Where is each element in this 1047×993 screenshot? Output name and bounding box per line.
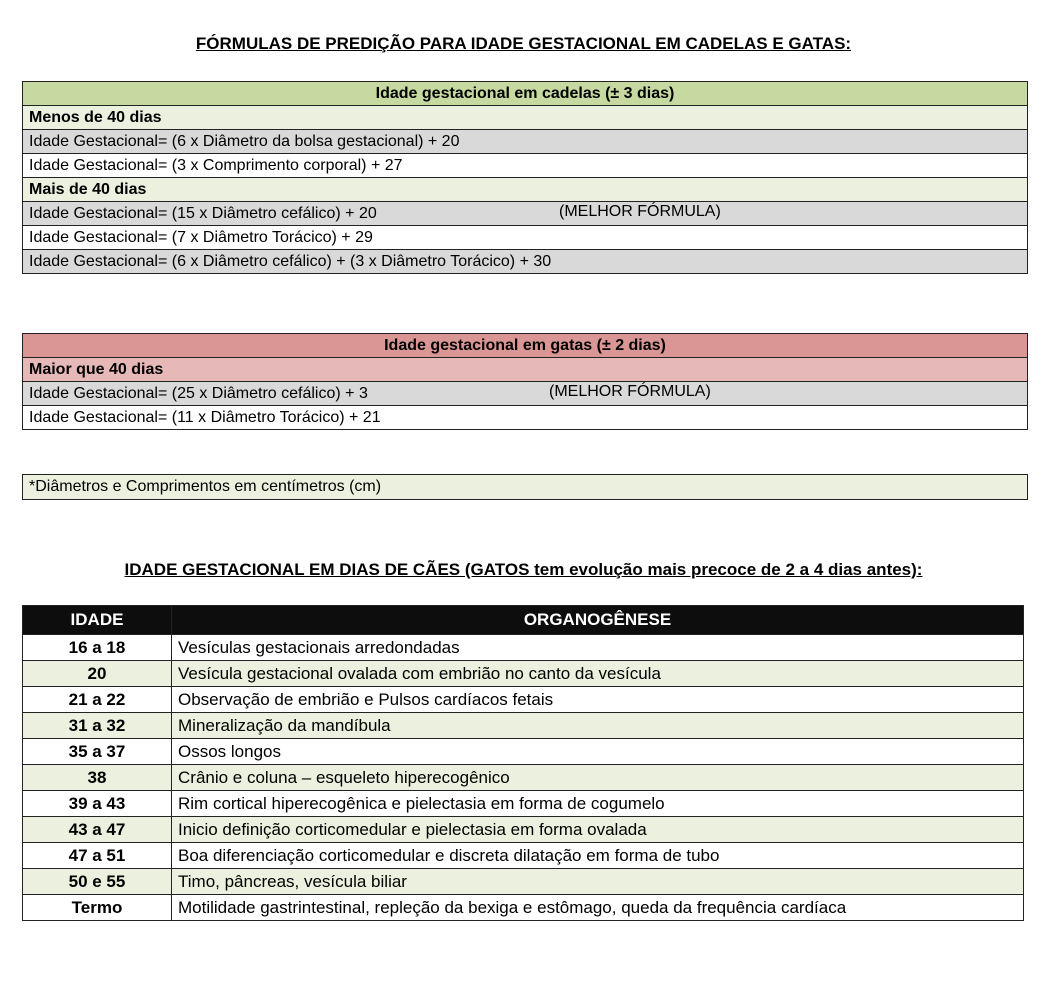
age-cell: 39 a 43 (23, 791, 172, 817)
table-row (23, 869, 1024, 895)
table-row (23, 713, 1024, 739)
age-cell: 20 (23, 661, 172, 687)
col-header-organogenesis: ORGANOGÊNESE (172, 606, 1024, 635)
age-cell: 50 e 55 (23, 869, 172, 895)
table-row (23, 817, 1024, 843)
age-cell: 31 a 32 (23, 713, 172, 739)
organogenesis-cell: Observação de embrião e Pulsos cardíacos fetais (172, 687, 1024, 713)
age-cell: 21 a 22 (23, 687, 172, 713)
age-cell: 16 a 18 (23, 635, 172, 661)
organogenesis-cell: Crânio e coluna – esqueleto hiperecogênico (172, 765, 1024, 791)
units-note: *Diâmetros e Comprimentos em centímetros (cm) (23, 475, 1028, 500)
cat-best-formula-note: (MELHOR FÓRMULA) (549, 383, 711, 400)
cat-formula-1: Idade Gestacional= (25 x Diâmetro cefálico) + 3 (29, 384, 368, 402)
table-row (23, 843, 1024, 869)
organogenesis-cell: Mineralização da mandíbula (172, 713, 1024, 739)
organogenesis-cell: Motilidade gastrintestinal, repleção da bexiga e estômago, queda da frequência cardíaca (172, 895, 1024, 921)
table-row (23, 895, 1024, 921)
dog-formula-4: Idade Gestacional= (7 x Diâmetro Torácico) + 29 (23, 226, 1028, 250)
organogenesis-cell: Vesículas gestacionais arredondadas (172, 635, 1024, 661)
cat-table-header: Idade gestacional em gatas (± 2 dias) (23, 334, 1028, 358)
age-cell: 35 a 37 (23, 739, 172, 765)
units-note-table (22, 474, 1028, 500)
table-row (23, 661, 1024, 687)
page-title: FÓRMULAS DE PREDIÇÃO PARA IDADE GESTACIONAL EM CADELAS E GATAS: (195, 34, 852, 53)
dog-formula-2: Idade Gestacional= (3 x Comprimento corporal) + 27 (23, 154, 1028, 178)
age-cell: 47 a 51 (23, 843, 172, 869)
dog-formulas-table (22, 81, 1028, 274)
dog-formula-5: Idade Gestacional= (6 x Diâmetro cefálico) + (3 x Diâmetro Torácico) + 30 (23, 250, 1028, 274)
dog-formula-1: Idade Gestacional= (6 x Diâmetro da bolsa gestacional) + 20 (23, 130, 1028, 154)
cat-formula-1-row (23, 382, 1028, 406)
dog-best-formula-note: (MELHOR FÓRMULA) (559, 203, 721, 220)
organogenesis-title: IDADE GESTACIONAL EM DIAS DE CÃES (GATOS tem evolução mais precoce de 2 a 4 dias antes): (124, 560, 923, 579)
organogenesis-cell: Ossos longos (172, 739, 1024, 765)
organogenesis-cell: Boa diferenciação corticomedular e discreta dilatação em forma de tubo (172, 843, 1024, 869)
organogenesis-cell: Inicio definição corticomedular e pielectasia em forma ovalada (172, 817, 1024, 843)
table-row (23, 739, 1024, 765)
table-row (23, 765, 1024, 791)
organogenesis-table (22, 605, 1024, 921)
age-cell: 43 a 47 (23, 817, 172, 843)
table-row (23, 687, 1024, 713)
organogenesis-cell: Vesícula gestacional ovalada com embrião no canto da vesícula (172, 661, 1024, 687)
table-row (23, 635, 1024, 661)
dog-section-over-40: Mais de 40 dias (23, 178, 1028, 202)
dog-section-under-40: Menos de 40 dias (23, 106, 1028, 130)
dog-table-header: Idade gestacional em cadelas (± 3 dias) (23, 82, 1028, 106)
dog-formula-3: Idade Gestacional= (15 x Diâmetro cefálico) + 20 (29, 204, 377, 222)
organogenesis-cell: Timo, pâncreas, vesícula biliar (172, 869, 1024, 895)
table-row (23, 791, 1024, 817)
dog-formula-3-row (23, 202, 1028, 226)
cat-formula-2: Idade Gestacional= (11 x Diâmetro Torácico) + 21 (23, 406, 1028, 430)
age-cell: 38 (23, 765, 172, 791)
age-cell: Termo (23, 895, 172, 921)
organogenesis-cell: Rim cortical hiperecogênica e pielectasia em forma de cogumelo (172, 791, 1024, 817)
cat-formulas-table (22, 333, 1028, 430)
cat-section-over-40: Maior que 40 dias (23, 358, 1028, 382)
col-header-age: IDADE (23, 606, 172, 635)
